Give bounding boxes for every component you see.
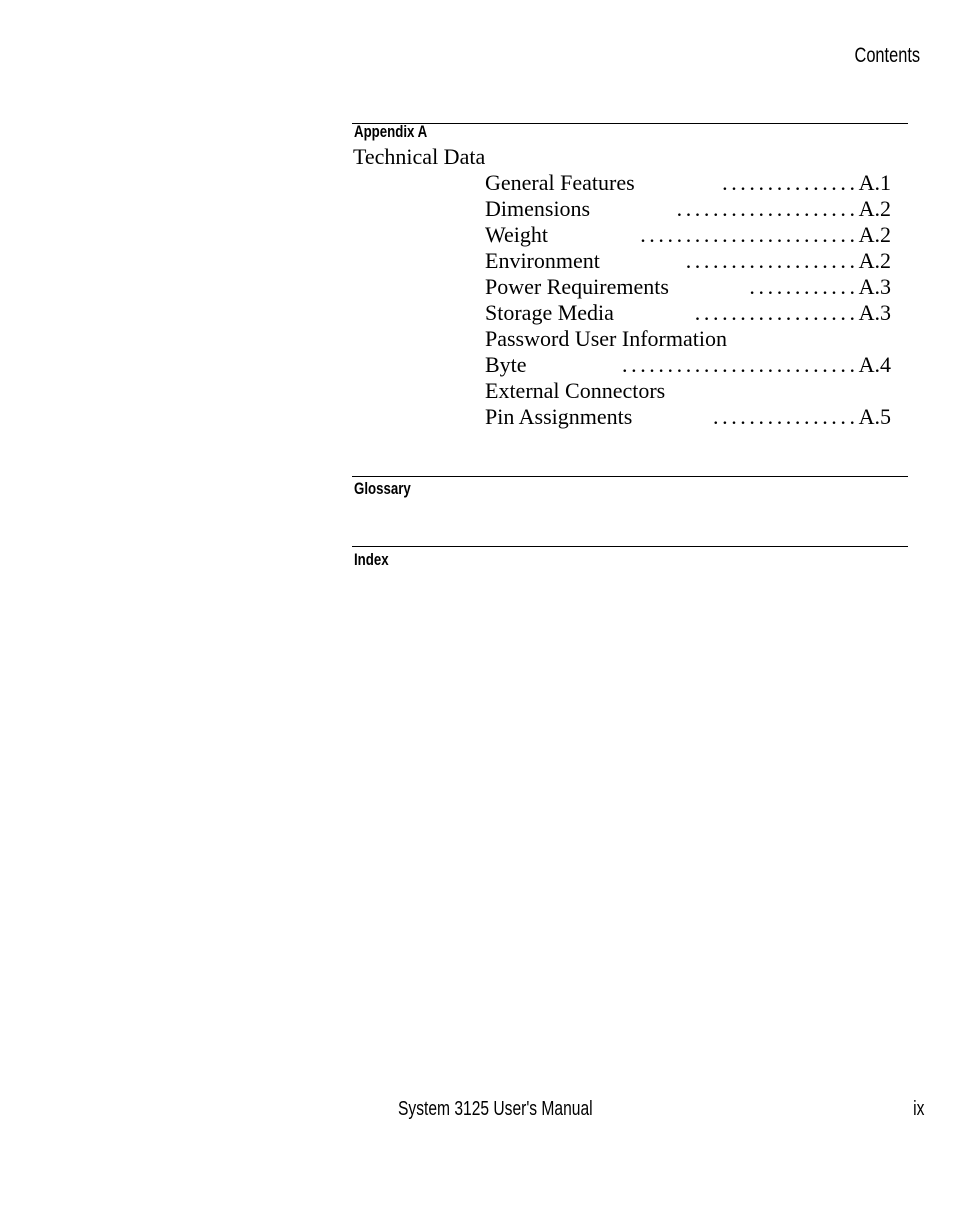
toc-leader: ............ [749,274,859,299]
toc-entry-weight[interactable] [485,222,891,248]
toc-leader: ................ [713,404,859,429]
toc-entry-title: Dimensions [485,196,591,221]
toc-entry-general-features[interactable] [485,170,891,196]
toc-entry-title: Power Requirements [485,274,669,299]
toc-entry-external-connectors[interactable] [485,378,891,404]
toc-entry-title: Storage Media [485,300,614,325]
toc-page-number: A.2 [858,248,891,273]
toc-page-number: A.3 [858,300,891,325]
toc-page-number: A.1 [858,170,891,195]
appendix-toc [485,170,891,430]
footer-page-number: ix [912,1098,924,1120]
appendix-title: Technical Data [353,144,486,169]
toc-entry-title: Byte [485,352,527,377]
toc-entry-title: External Connectors [485,378,666,403]
toc-leader: .................. [694,300,859,325]
toc-entry-password-user-information[interactable] [485,326,891,352]
toc-leader: ................... [685,248,859,273]
toc-leader: ........................ [640,222,859,247]
toc-entry-title: Password User Information [485,326,727,351]
footer-manual-title: System 3125 User's Manual [398,1098,593,1120]
glossary-heading[interactable]: Glossary [354,479,411,498]
toc-entry-storage-media[interactable] [485,300,891,326]
toc-entry-pin-assignments[interactable] [485,404,891,430]
index-rule [352,546,908,547]
glossary-rule [352,476,908,477]
toc-leader: .......................... [622,352,859,377]
toc-entry-environment[interactable] [485,248,891,274]
toc-page-number: A.3 [858,274,891,299]
running-head: Contents [854,44,920,67]
toc-leader: ............... [722,170,859,195]
toc-page-number: A.5 [858,404,891,429]
toc-entry-byte[interactable] [485,352,891,378]
appendix-rule [352,123,908,124]
appendix-label: Appendix A [354,122,428,141]
toc-entry-dimensions[interactable] [485,196,891,222]
toc-page-number: A.2 [858,222,891,247]
toc-entry-power-requirements[interactable] [485,274,891,300]
toc-entry-title: Environment [485,248,600,273]
toc-leader: .................... [676,196,859,221]
toc-entry-title: Pin Assignments [485,404,633,429]
toc-entry-title: General Features [485,170,635,195]
toc-entry-title: Weight [485,222,548,247]
toc-page-number: A.4 [858,352,891,377]
index-heading[interactable]: Index [354,550,389,569]
toc-page-number: A.2 [858,196,891,221]
